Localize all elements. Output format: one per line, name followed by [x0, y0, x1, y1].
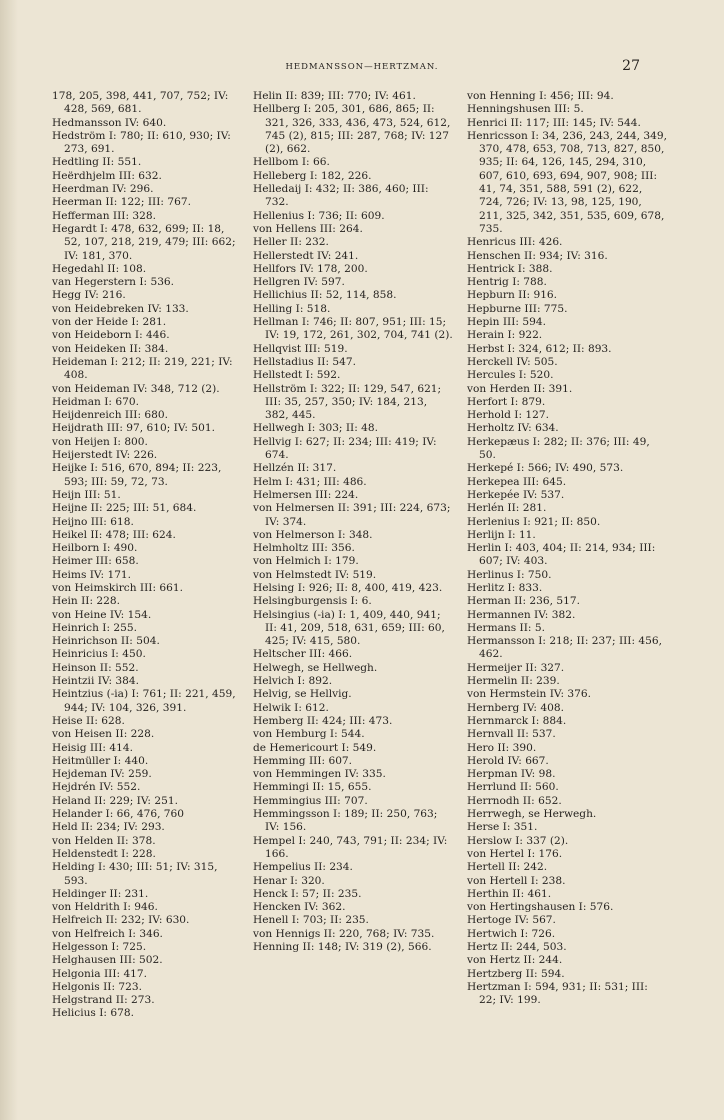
- index-entry: von Henning I: 456; III: 94.: [467, 90, 614, 102]
- index-entry: Herman II: 236, 517.: [467, 595, 580, 608]
- index-entry: Herlenius I: 921; II: 850.: [467, 515, 601, 528]
- index-entry: Herlinus I: 750.: [467, 568, 552, 581]
- index-entry: 178, 205, 398, 441, 707, 752; IV: 428, 569, 681.: [52, 90, 229, 116]
- index-entry: Heitmüller I: 440.: [52, 754, 149, 767]
- index-entry: Heldenstedt I: 228.: [52, 847, 156, 860]
- index-entry: Hellman I: 746; II: 807, 951; III: 15; IV: 19, 172, 261, 302, 704, 741 (2).: [253, 316, 453, 342]
- index-entry: Herain I: 922.: [467, 329, 543, 342]
- index-entry: von Heideman IV: 348, 712 (2).: [52, 382, 220, 395]
- index-entry: Hedmansson IV: 640.: [52, 116, 167, 129]
- index-entry: Held II: 234; IV: 293.: [52, 821, 165, 834]
- index-entry: Helwegh, se Hellwegh.: [253, 661, 378, 674]
- index-entry: Henrici II: 117; III: 145; IV: 544.: [467, 116, 641, 129]
- index-entry: Helander I: 66, 476, 760: [52, 808, 185, 821]
- index-entry: Heinrichson II: 504.: [52, 635, 160, 648]
- index-entry: Heland II: 229; IV: 251.: [52, 794, 178, 807]
- index-entry: Henricsson I: 34, 236, 243, 244, 349, 370, 478, 653, 708, 713, 827, 850, 935; II: 64, 126, 145, 294, 310, 607, 610, 693, 694, 907, 908; III: 41, 74, 351, 588, 591 (2), 622, 724, 726; IV: 13, 98, 125, 190, 211, 325, 342, 351, 535, 609, 678, 735.: [467, 129, 667, 235]
- index-entry: Herhold I: 127.: [467, 409, 550, 422]
- index-entry: Heideman I: 212; II: 219, 221; IV: 408.: [52, 355, 233, 382]
- index-entry: Heldinger II: 231.: [52, 887, 149, 900]
- index-entry: Heijerstedt IV: 226.: [52, 449, 158, 462]
- index-entry: Hellvig I: 627; II: 234; III: 419; IV: 674.: [253, 435, 437, 462]
- index-entry: Herlijn I: 11.: [467, 528, 536, 541]
- index-entry: Hemmingi II: 15, 655.: [253, 781, 372, 794]
- index-entry: Helmersen III: 224.: [253, 488, 359, 501]
- page-edge-shadow: [0, 0, 18, 1120]
- index-entry: Herrwegh, se Herwegh.: [467, 808, 597, 821]
- index-entry: Hermeijer II: 327.: [467, 661, 565, 674]
- index-entry: Heisig III: 414.: [52, 741, 133, 754]
- index-entry: Helgonia III: 417.: [52, 967, 148, 980]
- index-entry: Herold IV: 667.: [467, 754, 549, 767]
- index-entry: Heilborn I: 490.: [52, 542, 138, 555]
- running-head: HEDMANSSON—HERTZMAN.: [285, 62, 439, 72]
- index-entry: Hempel I: 240, 743, 791; II: 234; IV: 166.: [253, 834, 448, 860]
- index-entry: Hernberg IV: 408.: [467, 701, 564, 714]
- index-entry: Hertzberg II: 594.: [467, 967, 565, 980]
- index-entry: Henschen II: 934; IV: 316.: [467, 249, 608, 262]
- index-entry: von Heine IV: 154.: [52, 608, 152, 621]
- index-entry: Hepburne III: 775.: [467, 302, 568, 315]
- index-entry: Herfort I: 879.: [467, 395, 546, 408]
- index-entry: Hermannen IV: 382.: [467, 608, 576, 621]
- index-entry: Herlin I: 403, 404; II: 214, 934; III: 607; IV: 403.: [467, 542, 656, 568]
- index-entry: Herbst I: 324, 612; II: 893.: [467, 342, 612, 355]
- index-entry: Hemmingsson I: 189; II: 250, 763; IV: 156.: [253, 808, 438, 834]
- index-entry: Herholtz IV: 634.: [467, 422, 559, 435]
- index-entry: Herse I: 351.: [467, 821, 538, 834]
- index-entry: Heijn III: 51.: [52, 488, 121, 501]
- index-entry: Herckell IV: 505.: [467, 355, 558, 368]
- index-entry: Hermans II: 5.: [467, 621, 545, 634]
- index-entry: Helmholtz III: 356.: [253, 542, 355, 555]
- index-entry: Heijno III: 618.: [52, 515, 134, 528]
- index-entry: Helgonis II: 723.: [52, 980, 142, 993]
- index-entry: Helicius I: 678.: [52, 1007, 134, 1020]
- index-entry: Heidman I: 670.: [52, 395, 139, 408]
- index-entry: Herkepæus I: 282; II: 376; III: 49, 50.: [467, 435, 650, 462]
- index-entry: Hellstedt I: 592.: [253, 369, 341, 382]
- index-entry: von Heidebreken IV: 133.: [52, 302, 189, 315]
- index-entry: Heltscher III: 466.: [253, 648, 353, 661]
- index-entry: Hellwegh I: 303; II: 48.: [253, 422, 379, 435]
- index-entry: von Hertell I: 238.: [467, 874, 566, 887]
- index-entry: von Helmerson I: 348.: [253, 528, 373, 541]
- index-entry: von Hemmingen IV: 335.: [253, 768, 386, 781]
- index-entry: Hellfors IV: 178, 200.: [253, 262, 368, 275]
- index-entry: de Hemericourt I: 549.: [253, 741, 377, 754]
- index-entry: Helvich I: 892.: [253, 675, 333, 688]
- index-entry: Henricus III: 426.: [467, 236, 563, 249]
- index-entry: Helsingius (-ia) I: 1, 409, 440, 941; II: 41, 209, 518, 631, 659; III: 60, 425; IV: 415, 580.: [253, 608, 445, 648]
- index-entry: Heimer III: 658.: [52, 555, 139, 568]
- index-entry: Heinricius I: 450.: [52, 648, 146, 661]
- index-entry: Hegedahl II: 108.: [52, 262, 147, 275]
- index-entry: Hertell II: 242.: [467, 861, 548, 874]
- index-entry: von Hemburg I: 544.: [253, 728, 365, 741]
- index-entry: Hepburn II: 916.: [467, 289, 558, 302]
- index-entry: Hedström I: 780; II: 610, 930; IV: 273, 691.: [52, 129, 231, 156]
- index-entry: Hellenius I: 736; II: 609.: [253, 209, 385, 222]
- index-entry: Herpman IV: 98.: [467, 768, 556, 781]
- index-entry: Herkepé I: 566; IV: 490, 573.: [467, 462, 624, 475]
- index-entry: Heijke I: 516, 670, 894; II: 223, 593; III: 59, 72, 73.: [52, 462, 222, 488]
- index-entry: von Heisen II: 228.: [52, 728, 155, 741]
- index-entry: Herkepea III: 645.: [467, 475, 567, 488]
- index-entry: von Hellens III: 264.: [253, 222, 363, 235]
- index-entry: von Helfreich I: 346.: [52, 927, 163, 940]
- index-entry: von Helden II: 378.: [52, 834, 156, 847]
- index-entry: Hellstadius II: 547.: [253, 355, 356, 368]
- index-entry: Hermansson I: 218; II: 237; III: 456, 462.: [467, 635, 663, 661]
- index-entry: Heerdman IV: 296.: [52, 183, 154, 196]
- index-entry: Henning II: 148; IV: 319 (2), 566.: [253, 941, 432, 953]
- index-entry: Helfreich II: 232; IV: 630.: [52, 914, 190, 927]
- index-entry: von Helmstedt IV: 519.: [253, 568, 377, 581]
- index-entry: Hefferman III: 328.: [52, 209, 156, 222]
- index-entry: Hellbom I: 66.: [253, 156, 330, 169]
- index-column-2: [253, 90, 453, 954]
- index-entry: Heller II: 232.: [253, 236, 329, 249]
- index-entry: Hentrick I: 388.: [467, 262, 553, 275]
- index-entry: Herrlund II: 560.: [467, 781, 559, 794]
- index-entry: Hermelin II: 239.: [467, 675, 560, 688]
- index-entry: Hernmarck I: 884.: [467, 714, 567, 727]
- index-entry: Hertz II: 244, 503.: [467, 941, 567, 953]
- index-entry: Hentrig I: 788.: [467, 276, 547, 289]
- index-entry: Henck I: 57; II: 235.: [253, 887, 362, 900]
- index-entry: Heintzii IV: 384.: [52, 675, 139, 688]
- index-entry: von Hermstein IV: 376.: [467, 688, 592, 701]
- index-entry: Hejdrén IV: 552.: [52, 781, 141, 794]
- index-entry: Helding I: 430; III: 51; IV: 315, 593.: [52, 861, 218, 887]
- index-entry: Heise II: 628.: [52, 714, 125, 727]
- index-entry: Helwik I: 612.: [253, 701, 329, 714]
- index-entry: Herlén II: 281.: [467, 502, 547, 515]
- index-entry: Helling I: 518.: [253, 302, 331, 315]
- index-entry: Helgstrand II: 273.: [52, 994, 155, 1007]
- index-entry: Helleberg I: 182, 226.: [253, 169, 372, 182]
- index-entry: Herkepée IV: 537.: [467, 488, 565, 501]
- index-entry: Helm I: 431; III: 486.: [253, 475, 367, 488]
- index-entry: van Hegerstern I: 536.: [52, 276, 175, 289]
- index-entry: von Hennigs II: 220, 768; IV: 735.: [253, 927, 435, 940]
- index-entry: von Helmich I: 179.: [253, 555, 359, 568]
- index-entry: Heims IV: 171.: [52, 568, 132, 581]
- index-entry: Heikel II: 478; III: 624.: [52, 528, 176, 541]
- index-entry: von Heimskirch III: 661.: [52, 581, 184, 594]
- index-entry: Henar I: 320.: [253, 874, 325, 887]
- index-entry: Henningshusen III: 5.: [467, 103, 584, 116]
- index-entry: Hejdeman IV: 259.: [52, 768, 152, 781]
- index-entry: Hellgren IV: 597.: [253, 276, 345, 289]
- index-entry: Herrnodh II: 652.: [467, 794, 562, 807]
- index-entry: Heinson II: 552.: [52, 661, 139, 674]
- index-entry: Hellqvist III: 519.: [253, 342, 348, 355]
- index-entry: Hemming III: 607.: [253, 754, 353, 767]
- index-entry: Heijdrath III: 97, 610; IV: 501.: [52, 422, 215, 435]
- index-column-3: [467, 90, 667, 1007]
- index-entry: Herthin II: 461.: [467, 887, 552, 900]
- index-entry: Hertoge IV: 567.: [467, 914, 556, 927]
- index-entry: Hellerstedt IV: 241.: [253, 249, 359, 262]
- index-entry: von der Heide I: 281.: [52, 316, 167, 329]
- index-entry: Heintzius (-ia) I: 761; II: 221, 459, 944; IV: 104, 326, 391.: [52, 688, 236, 714]
- index-entry: Hegg IV: 216.: [52, 289, 126, 302]
- index-entry: Hempelius II: 234.: [253, 861, 353, 874]
- index-entry: Heijdenreich III: 680.: [52, 409, 168, 422]
- index-entry: Hedtling II: 551.: [52, 156, 142, 169]
- index-entry: Hein II: 228.: [52, 595, 120, 608]
- page-header: [0, 58, 724, 78]
- index-entry: Heijne II: 225; III: 51, 684.: [52, 502, 197, 515]
- index-entry: Helgesson I: 725.: [52, 941, 147, 953]
- index-entry: Heerman II: 122; III: 767.: [52, 196, 191, 209]
- index-entry: Herlitz I: 833.: [467, 581, 543, 594]
- index-entry: von Heldrith I: 946.: [52, 901, 158, 914]
- index-entry: von Hertel I: 176.: [467, 847, 563, 860]
- index-entry: Hertwich I: 726.: [467, 927, 556, 940]
- index-entry: Heërdhjelm III: 632.: [52, 169, 162, 182]
- index-column-1: [52, 90, 242, 1021]
- index-entry: von Heideborn I: 446.: [52, 329, 170, 342]
- index-entry: Hemberg II: 424; III: 473.: [253, 714, 393, 727]
- index-entry: von Hertingshausen I: 576.: [467, 901, 614, 914]
- index-entry: Hercules I: 520.: [467, 369, 554, 382]
- page-number: 27: [622, 58, 640, 74]
- index-entry: Helledaij I: 432; II: 386, 460; III: 732.: [253, 183, 429, 209]
- index-entry: Hellström I: 322; II: 129, 547, 621; III: 35, 257, 350; IV: 184, 213, 382, 445.: [253, 382, 442, 422]
- index-entry: Helin II: 839; III: 770; IV: 461.: [253, 90, 416, 102]
- index-entry: von Heideken II: 384.: [52, 342, 169, 355]
- index-entry: Helsing I: 926; II: 8, 400, 419, 423.: [253, 581, 443, 594]
- index-entry: Hepin III: 594.: [467, 316, 546, 329]
- index-entry: Helghausen III: 502.: [52, 954, 163, 967]
- index-entry: Hegardt I: 478, 632, 699; II: 18, 52, 107, 218, 219, 479; III: 662; IV: 181, 370.: [52, 222, 236, 262]
- index-entry: Hellichius II: 52, 114, 858.: [253, 289, 397, 302]
- index-entry: Hellzén II: 317.: [253, 462, 337, 475]
- index-entry: von Helmersen II: 391; III: 224, 673; IV: 374.: [253, 502, 451, 528]
- index-entry: Hernvall II: 537.: [467, 728, 556, 741]
- index-entry: Hencken IV: 362.: [253, 901, 346, 914]
- index-entry: Helsingburgensis I: 6.: [253, 595, 372, 608]
- index-entry: von Hertz II: 244.: [467, 954, 563, 967]
- index-entry: Hemmingius III: 707.: [253, 794, 368, 807]
- index-entry: Hero II: 390.: [467, 741, 537, 754]
- index-entry: von Heijen I: 800.: [52, 435, 148, 448]
- index-entry: Hellberg I: 205, 301, 686, 865; II: 321, 326, 333, 436, 473, 524, 612, 745 (2), 815; III: 287, 768; IV: 127 (2), 662.: [253, 103, 451, 156]
- index-entry: Hertzman I: 594, 931; II: 531; III: 22; IV: 199.: [467, 980, 648, 1007]
- index-entry: von Herden II: 391.: [467, 382, 573, 395]
- index-entry: Heinrich I: 255.: [52, 621, 138, 634]
- index-entry: Henell I: 703; II: 235.: [253, 914, 369, 927]
- index-entry: Helvig, se Hellvig.: [253, 688, 352, 701]
- index-entry: Herslow I: 337 (2).: [467, 834, 569, 847]
